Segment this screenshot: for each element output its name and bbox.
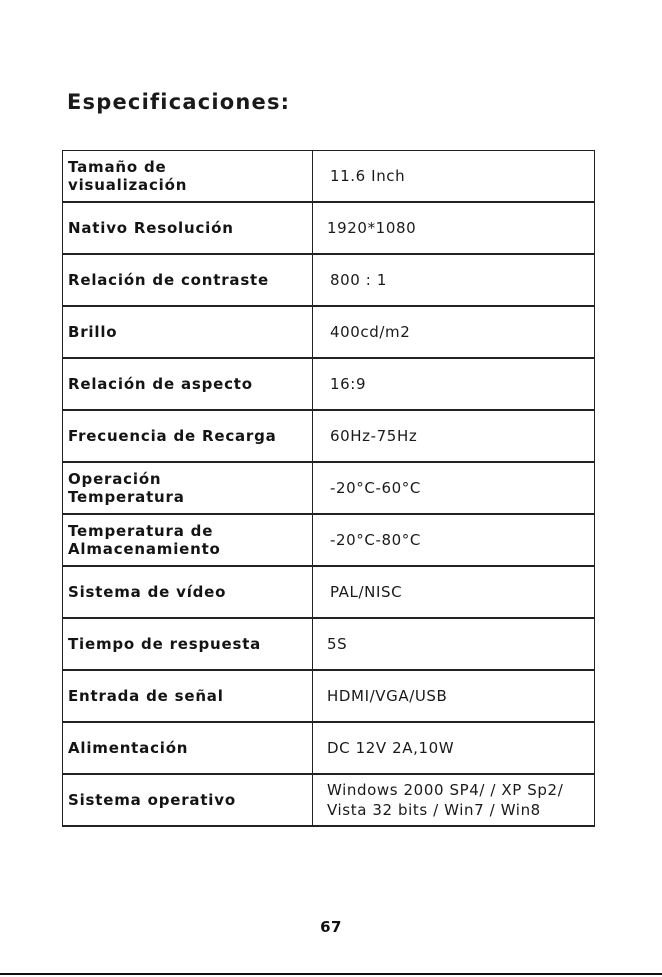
spec-label-native-resolution: Nativo Resolución bbox=[63, 202, 313, 254]
page-number: 67 bbox=[320, 918, 342, 936]
table-row bbox=[63, 774, 595, 826]
spec-label-refresh-rate: Frecuencia de Recarga bbox=[63, 410, 313, 462]
spec-label-operating-system: Sistema operativo bbox=[63, 774, 313, 826]
table-row bbox=[63, 151, 595, 203]
spec-value-response-time: 5S bbox=[313, 618, 595, 670]
spec-value-refresh-rate: 60Hz-75Hz bbox=[313, 410, 595, 462]
table-row bbox=[63, 566, 595, 618]
spec-label-aspect-ratio: Relación de aspecto bbox=[63, 358, 313, 410]
table-row bbox=[63, 410, 595, 462]
spec-value-signal-input: HDMI/VGA/USB bbox=[313, 670, 595, 722]
spec-value-contrast-ratio: 800 : 1 bbox=[313, 254, 595, 306]
table-row bbox=[63, 670, 595, 722]
spec-value-brightness: 400cd/m2 bbox=[313, 306, 595, 358]
spec-value-aspect-ratio: 16:9 bbox=[313, 358, 595, 410]
bottom-divider bbox=[0, 973, 662, 975]
table-row bbox=[63, 306, 595, 358]
table-row bbox=[63, 358, 595, 410]
spec-label-video-system: Sistema de vídeo bbox=[63, 566, 313, 618]
spec-label-display-size: Tamaño de visualización bbox=[63, 151, 313, 203]
spec-value-native-resolution: 1920*1080 bbox=[313, 202, 595, 254]
spec-value-storage-temperature: -20°C-80°C bbox=[313, 514, 595, 566]
spec-value-power-supply: DC 12V 2A,10W bbox=[313, 722, 595, 774]
spec-value-video-system: PAL/NISC bbox=[313, 566, 595, 618]
spec-label-signal-input: Entrada de señal bbox=[63, 670, 313, 722]
spec-value-operating-system: Windows 2000 SP4/ / XP Sp2/ Vista 32 bits / Win7 / Win8 bbox=[313, 774, 595, 826]
page-title: Especificaciones: bbox=[67, 90, 291, 114]
spec-label-storage-temperature: Temperatura de Almacenamiento bbox=[63, 514, 313, 566]
table-row bbox=[63, 462, 595, 514]
spec-label-response-time: Tiempo de respuesta bbox=[63, 618, 313, 670]
specifications-table bbox=[62, 150, 595, 827]
table-row bbox=[63, 618, 595, 670]
spec-label-operating-temperature: Operación Temperatura bbox=[63, 462, 313, 514]
spec-label-contrast-ratio: Relación de contraste bbox=[63, 254, 313, 306]
spec-value-operating-temperature: -20°C-60°C bbox=[313, 462, 595, 514]
table-row bbox=[63, 202, 595, 254]
table-row bbox=[63, 514, 595, 566]
table-row bbox=[63, 722, 595, 774]
spec-label-power-supply: Alimentación bbox=[63, 722, 313, 774]
spec-label-brightness: Brillo bbox=[63, 306, 313, 358]
spec-value-display-size: 11.6 Inch bbox=[313, 151, 595, 203]
table-row bbox=[63, 254, 595, 306]
